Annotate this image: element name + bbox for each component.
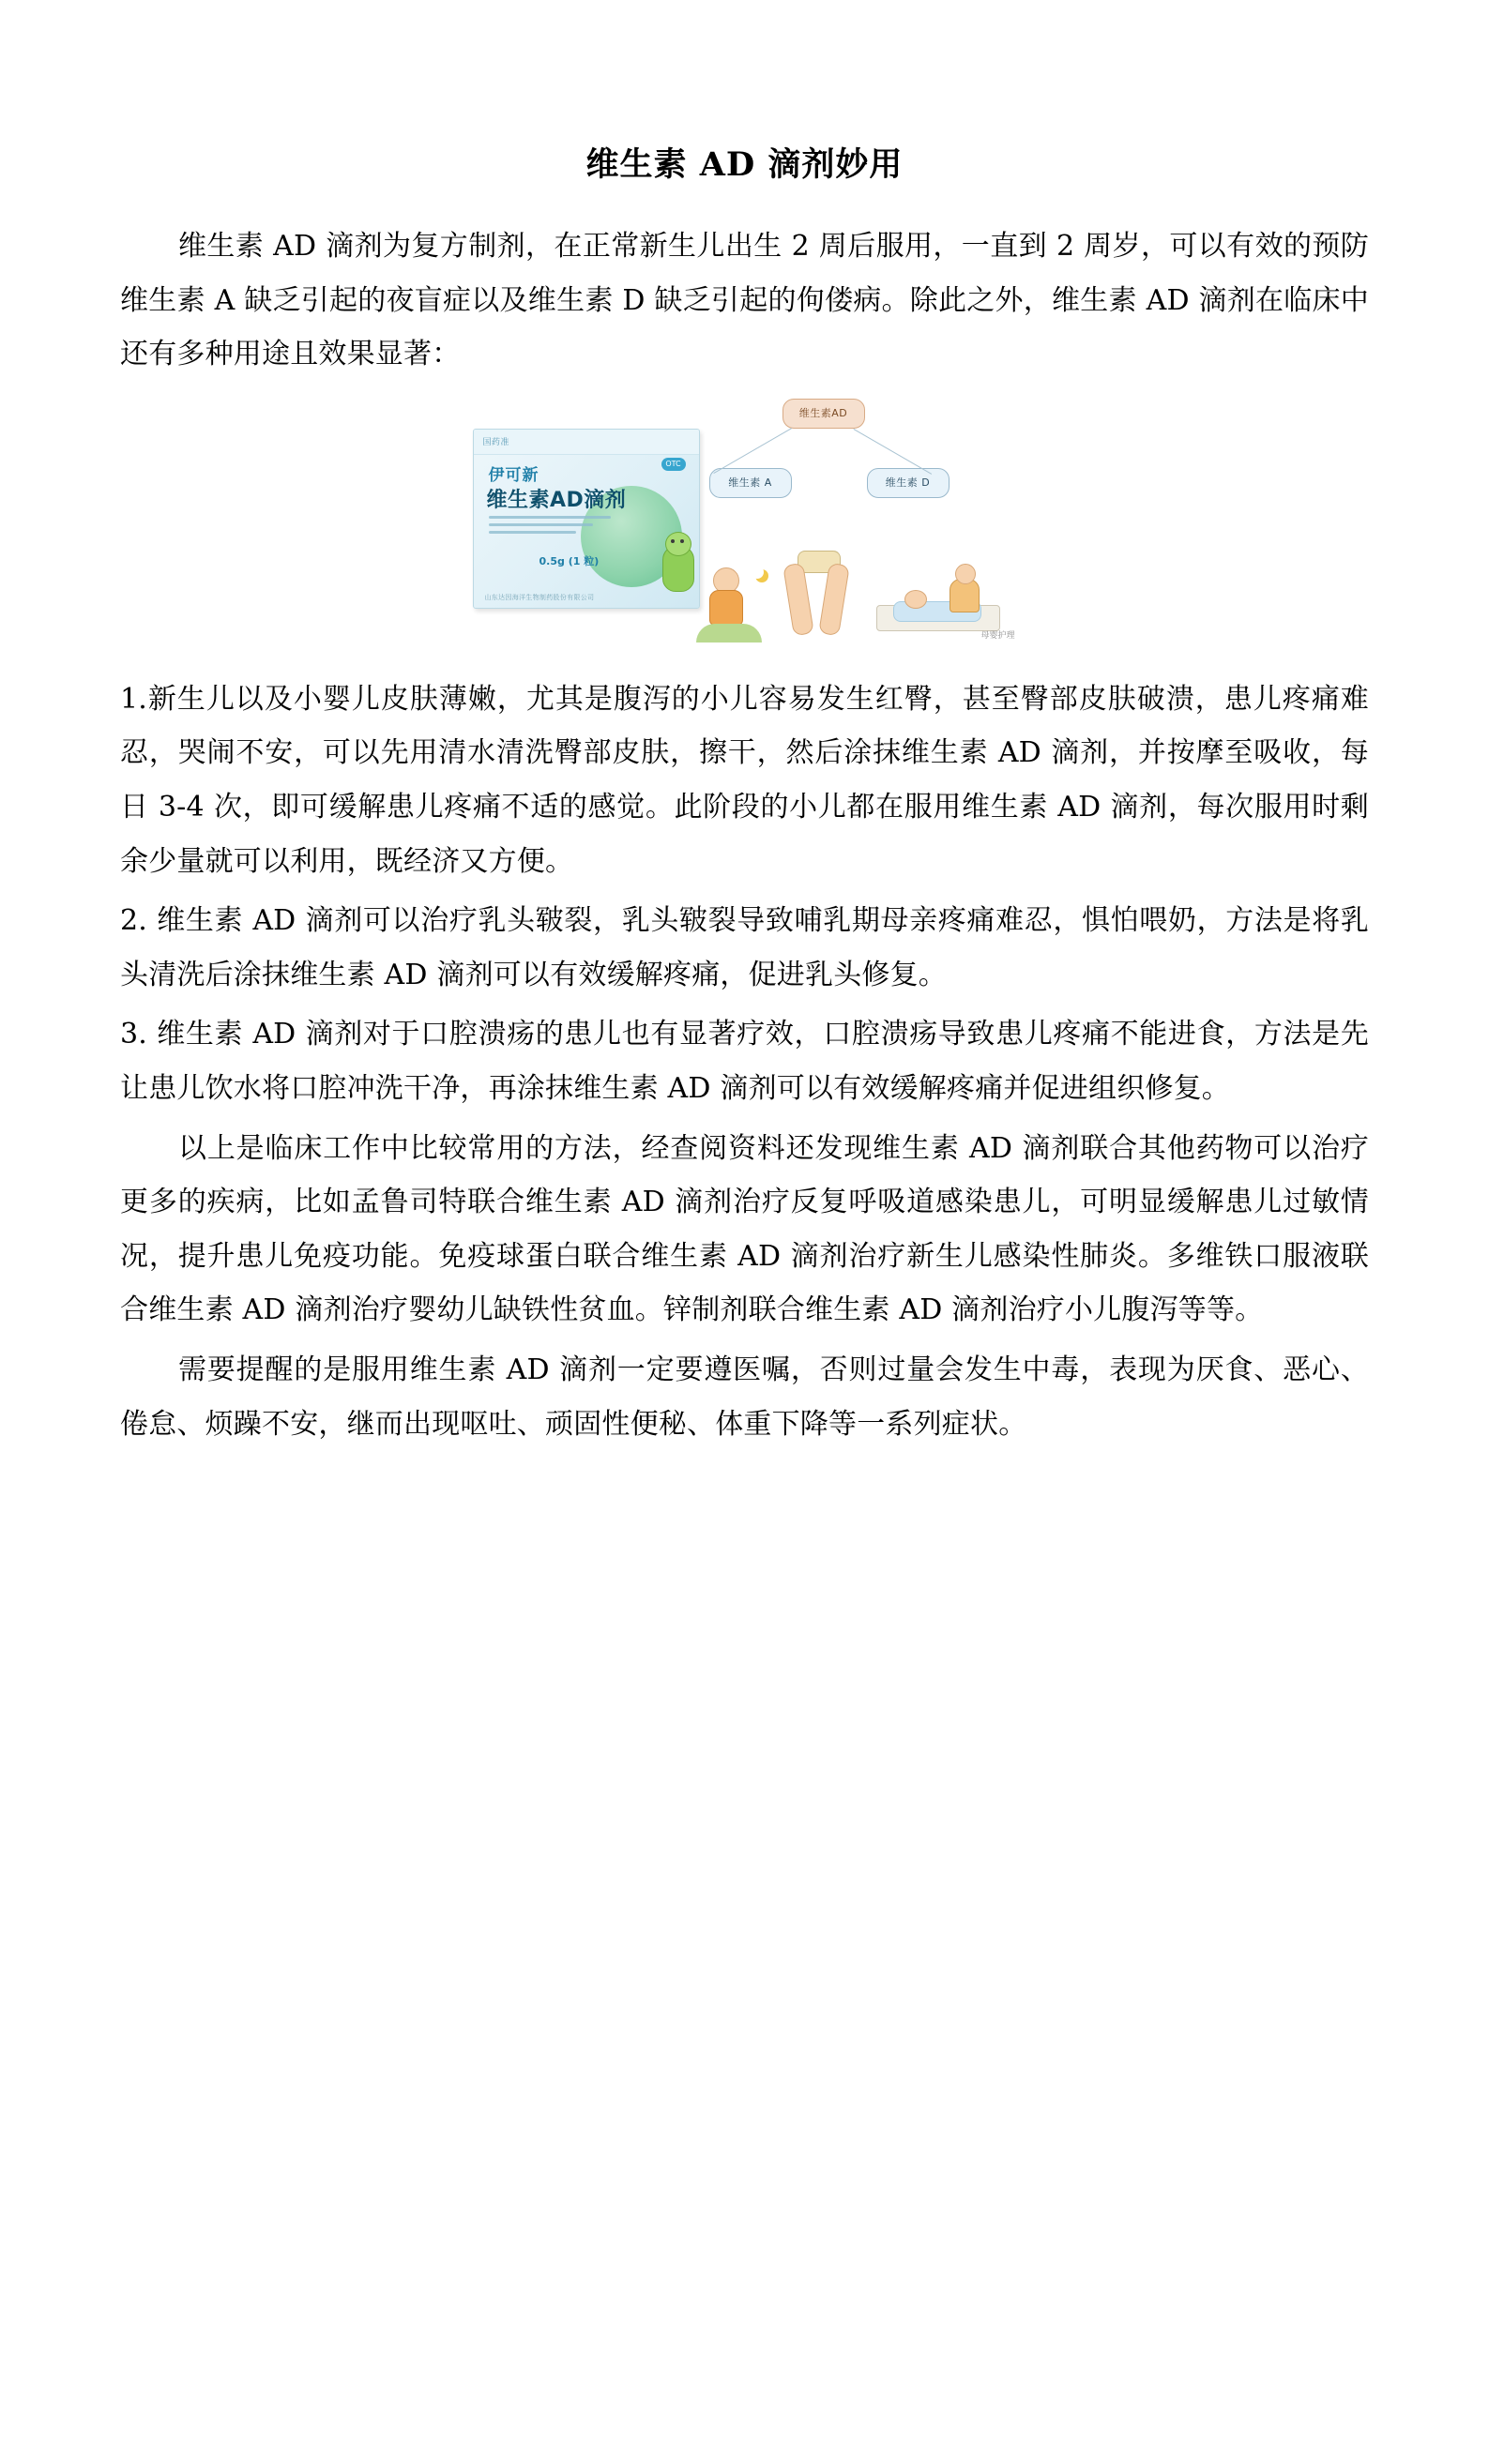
night-blindness-scene xyxy=(696,564,762,642)
diagram-node-vitamin-d: 维生素 D xyxy=(867,468,950,498)
package-brand: 伊可新 xyxy=(488,465,539,485)
otc-badge: OTC xyxy=(661,458,686,471)
scene-caption: 母婴护理 xyxy=(980,630,1015,641)
package-product-name: 维生素AD滴剂 xyxy=(486,488,627,512)
rickets-legs-scene xyxy=(782,564,852,635)
figure-illustration xyxy=(120,399,1369,652)
paragraph-item-1: 1.新生儿以及小婴儿皮肤薄嫩，尤其是腹泻的小儿容易发生红臀，甚至臀部皮肤破溃，患儿疼痛难忍，哭闹不安，可以先用清水清洗臀部皮肤，擦干，然后涂抹维生素 AD 滴剂，并按摩至吸收，每日 3-4 次，即可缓解患儿疼痛不适的感觉。此阶段的小儿都在服用维生素 AD 滴剂，每次服用时剩余少量就可以利用，既经济又方便。 xyxy=(120,682,1369,878)
paragraph-summary: 以上是临床工作中比较常用的方法，经查阅资料还发现维生素 AD 滴剂联合其他药物可以治疗更多的疾病，比如孟鲁司特联合维生素 AD 滴剂治疗反复呼吸道感染患儿，可明显缓解患儿过敏情况，提升患儿免疫功能。免疫球蛋白联合维生素 AD 滴剂治疗新生儿感染性肺炎。多维铁口服液联合维生素 AD 滴剂治疗婴幼儿缺铁性贫血。锌制剂联合维生素 AD 滴剂治疗小儿腹泻等等。 xyxy=(120,1131,1369,1327)
diagram-node-root: 维生素AD xyxy=(782,399,865,429)
diagram-link-left xyxy=(713,428,792,474)
moon-icon xyxy=(751,566,764,579)
package-manufacturer: 山东达因海洋生物制药股份有限公司 xyxy=(484,593,595,601)
package-text-lines xyxy=(489,516,611,538)
paragraph-warning: 需要提醒的是服用维生素 AD 滴剂一定要遵医嘱，否则过量会发生中毒，表现为厌食、恶心、倦怠、烦躁不安，继而出现呕吐、顽固性便秘、体重下降等一系列症状。 xyxy=(120,1353,1369,1441)
mascot-icon xyxy=(657,530,698,603)
paragraph-intro: 维生素 AD 滴剂为复方制剂，在正常新生儿出生 2 周后服用，一直到 2 周岁，可以有效的预防维生素 A 缺乏引起的夜盲症以及维生素 D 缺乏引起的佝偻病。除此之外，维生素 AD 滴剂在临床中还有多种用途且效果显著： xyxy=(120,230,1369,371)
paragraph-item-2: 2. 维生素 AD 滴剂可以治疗乳头皲裂，乳头皲裂导致哺乳期母亲疼痛难忍，惧怕喂奶，方法是将乳头清洗后涂抹维生素 AD 滴剂可以有效缓解疼痛，促进乳头修复。 xyxy=(120,904,1369,991)
diagram-node-vitamin-a: 维生素 A xyxy=(709,468,792,498)
package-dose: 0.5g (1 粒) xyxy=(539,554,600,567)
page-title: 维生素 AD 滴剂妙用 xyxy=(585,145,904,184)
paragraph-item-3: 3. 维生素 AD 滴剂对于口腔溃疡的患儿也有显著疗效，口腔溃疡导致患儿疼痛不能进食，方法是先让患儿饮水将口腔冲洗干净，再涂抹维生素 AD 滴剂可以有效缓解疼痛并促进组织修复。 xyxy=(120,1018,1369,1105)
package-approval-mark: 国药准 xyxy=(482,437,510,447)
mother-baby-scene xyxy=(876,560,1017,641)
